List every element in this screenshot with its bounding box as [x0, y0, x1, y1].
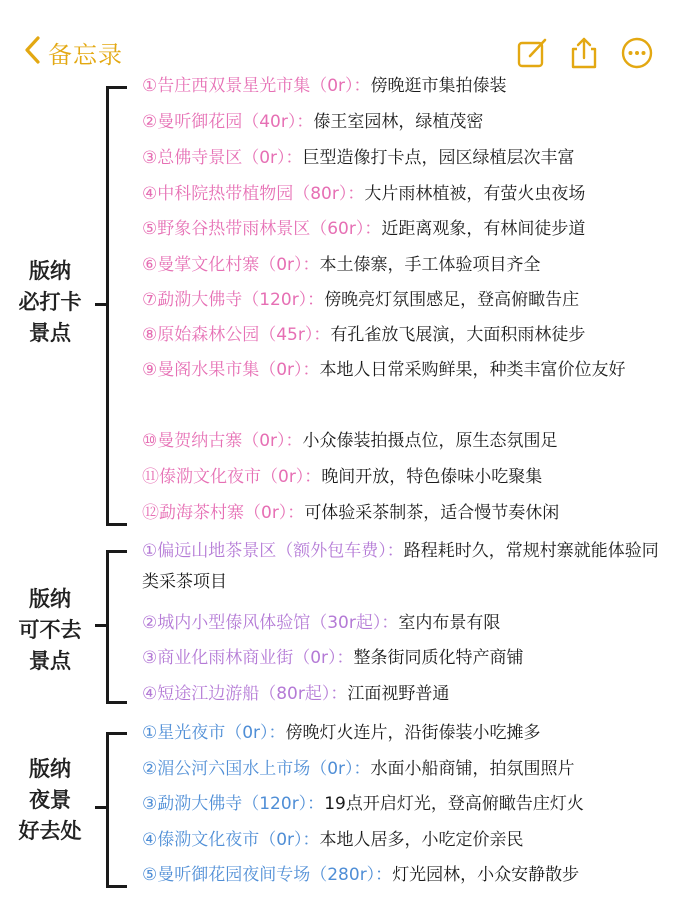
section-title — [6, 584, 94, 677]
section-title-line: 夜景 — [29, 788, 71, 812]
list-item: ⑤野象谷热带雨林景区（60r）：近距离观象，有林间徒步道 — [142, 219, 586, 239]
list-item: ④短途江边游船（80r起）：江面视野普通 — [142, 684, 450, 704]
more-icon[interactable] — [620, 36, 654, 70]
list-item: ③商业化雨林商业街（0r）：整条街同质化特产商铺 — [142, 648, 524, 668]
list-item: ④中科院热带植物园（80r）：大片雨林植被，有萤火虫夜场 — [142, 184, 586, 204]
list-item: ⑨曼阁水果市集（0r）：本地人日常采购鲜果，种类丰富价位友好 — [142, 360, 626, 380]
section-title-line: 版纳 — [29, 259, 71, 283]
section-title — [6, 256, 94, 349]
section-title-line: 景点 — [29, 321, 71, 345]
list-item: ①偏远山地茶景区（额外包车费）：路程耗时久，常规村寨就能体验同类采茶项目 — [142, 541, 659, 592]
section-title-line: 景点 — [29, 649, 71, 673]
list-item: ⑥曼掌文化村寨（0r）：本土傣寨，手工体验项目齐全 — [142, 255, 541, 275]
list-item: ⑩曼贺纳古寨（0r）：小众傣装拍摄点位，原生态氛围足 — [142, 431, 558, 451]
bracket-tick — [95, 624, 107, 627]
bracket-tick — [95, 303, 107, 306]
bracket — [106, 550, 127, 704]
list-item: ②湄公河六国水上市场（0r）：水面小船商铺，拍氛围照片 — [142, 759, 575, 779]
list-item: ⑪傣泐文化夜市（0r）：晚间开放，特色傣味小吃聚集 — [142, 467, 543, 487]
list-item: ⑦勐泐大佛寺（120r）：傍晚亮灯氛围感足，登高俯瞰告庄 — [142, 290, 580, 310]
list-item: ⑧原始森林公园（45r）：有孔雀放飞展演，大面积雨林徒步 — [142, 325, 586, 345]
bracket — [106, 732, 127, 888]
back-button[interactable] — [22, 30, 123, 74]
list-item: ①告庄西双景星光市集（0r）：傍晚逛市集拍傣装 — [142, 76, 507, 96]
chevron-left-icon — [22, 35, 44, 69]
section-title-line: 版纳 — [29, 587, 71, 611]
note-toolbar — [0, 0, 680, 80]
section-title-line: 好去处 — [18, 819, 82, 843]
section-title-line: 可不去 — [18, 618, 82, 642]
bracket — [106, 86, 127, 526]
list-item: ①星光夜市（0r）：傍晚灯火连片，沿街傣装小吃摊多 — [142, 723, 541, 743]
back-label: 备忘录 — [48, 40, 123, 69]
list-item: ②曼听御花园（40r）：傣王室园林，绿植茂密 — [142, 112, 484, 132]
bracket-tick — [95, 806, 107, 809]
list-item: ⑤曼听御花园夜间专场（280r）：灯光园林，小众安静散步 — [142, 865, 580, 885]
list-item: ②城内小型傣风体验馆（30r起）：室内布景有限 — [142, 613, 501, 633]
list-item: ④傣泐文化夜市（0r）：本地人居多，小吃定价亲民 — [142, 830, 524, 850]
share-icon[interactable] — [567, 36, 601, 70]
section-title — [6, 754, 94, 847]
list-item: ③勐泐大佛寺（120r）：19点开启灯光，登高俯瞰告庄灯火 — [142, 794, 584, 814]
section-title-line: 必打卡 — [18, 290, 82, 314]
list-item: ③总佛寺景区（0r）：巨型造像打卡点，园区绿植层次丰富 — [142, 148, 575, 168]
compose-icon[interactable] — [516, 36, 550, 70]
section-title-line: 版纳 — [29, 757, 71, 781]
list-item: ⑫勐海茶村寨（0r）：可体验采茶制茶，适合慢节奏休闲 — [142, 503, 560, 523]
